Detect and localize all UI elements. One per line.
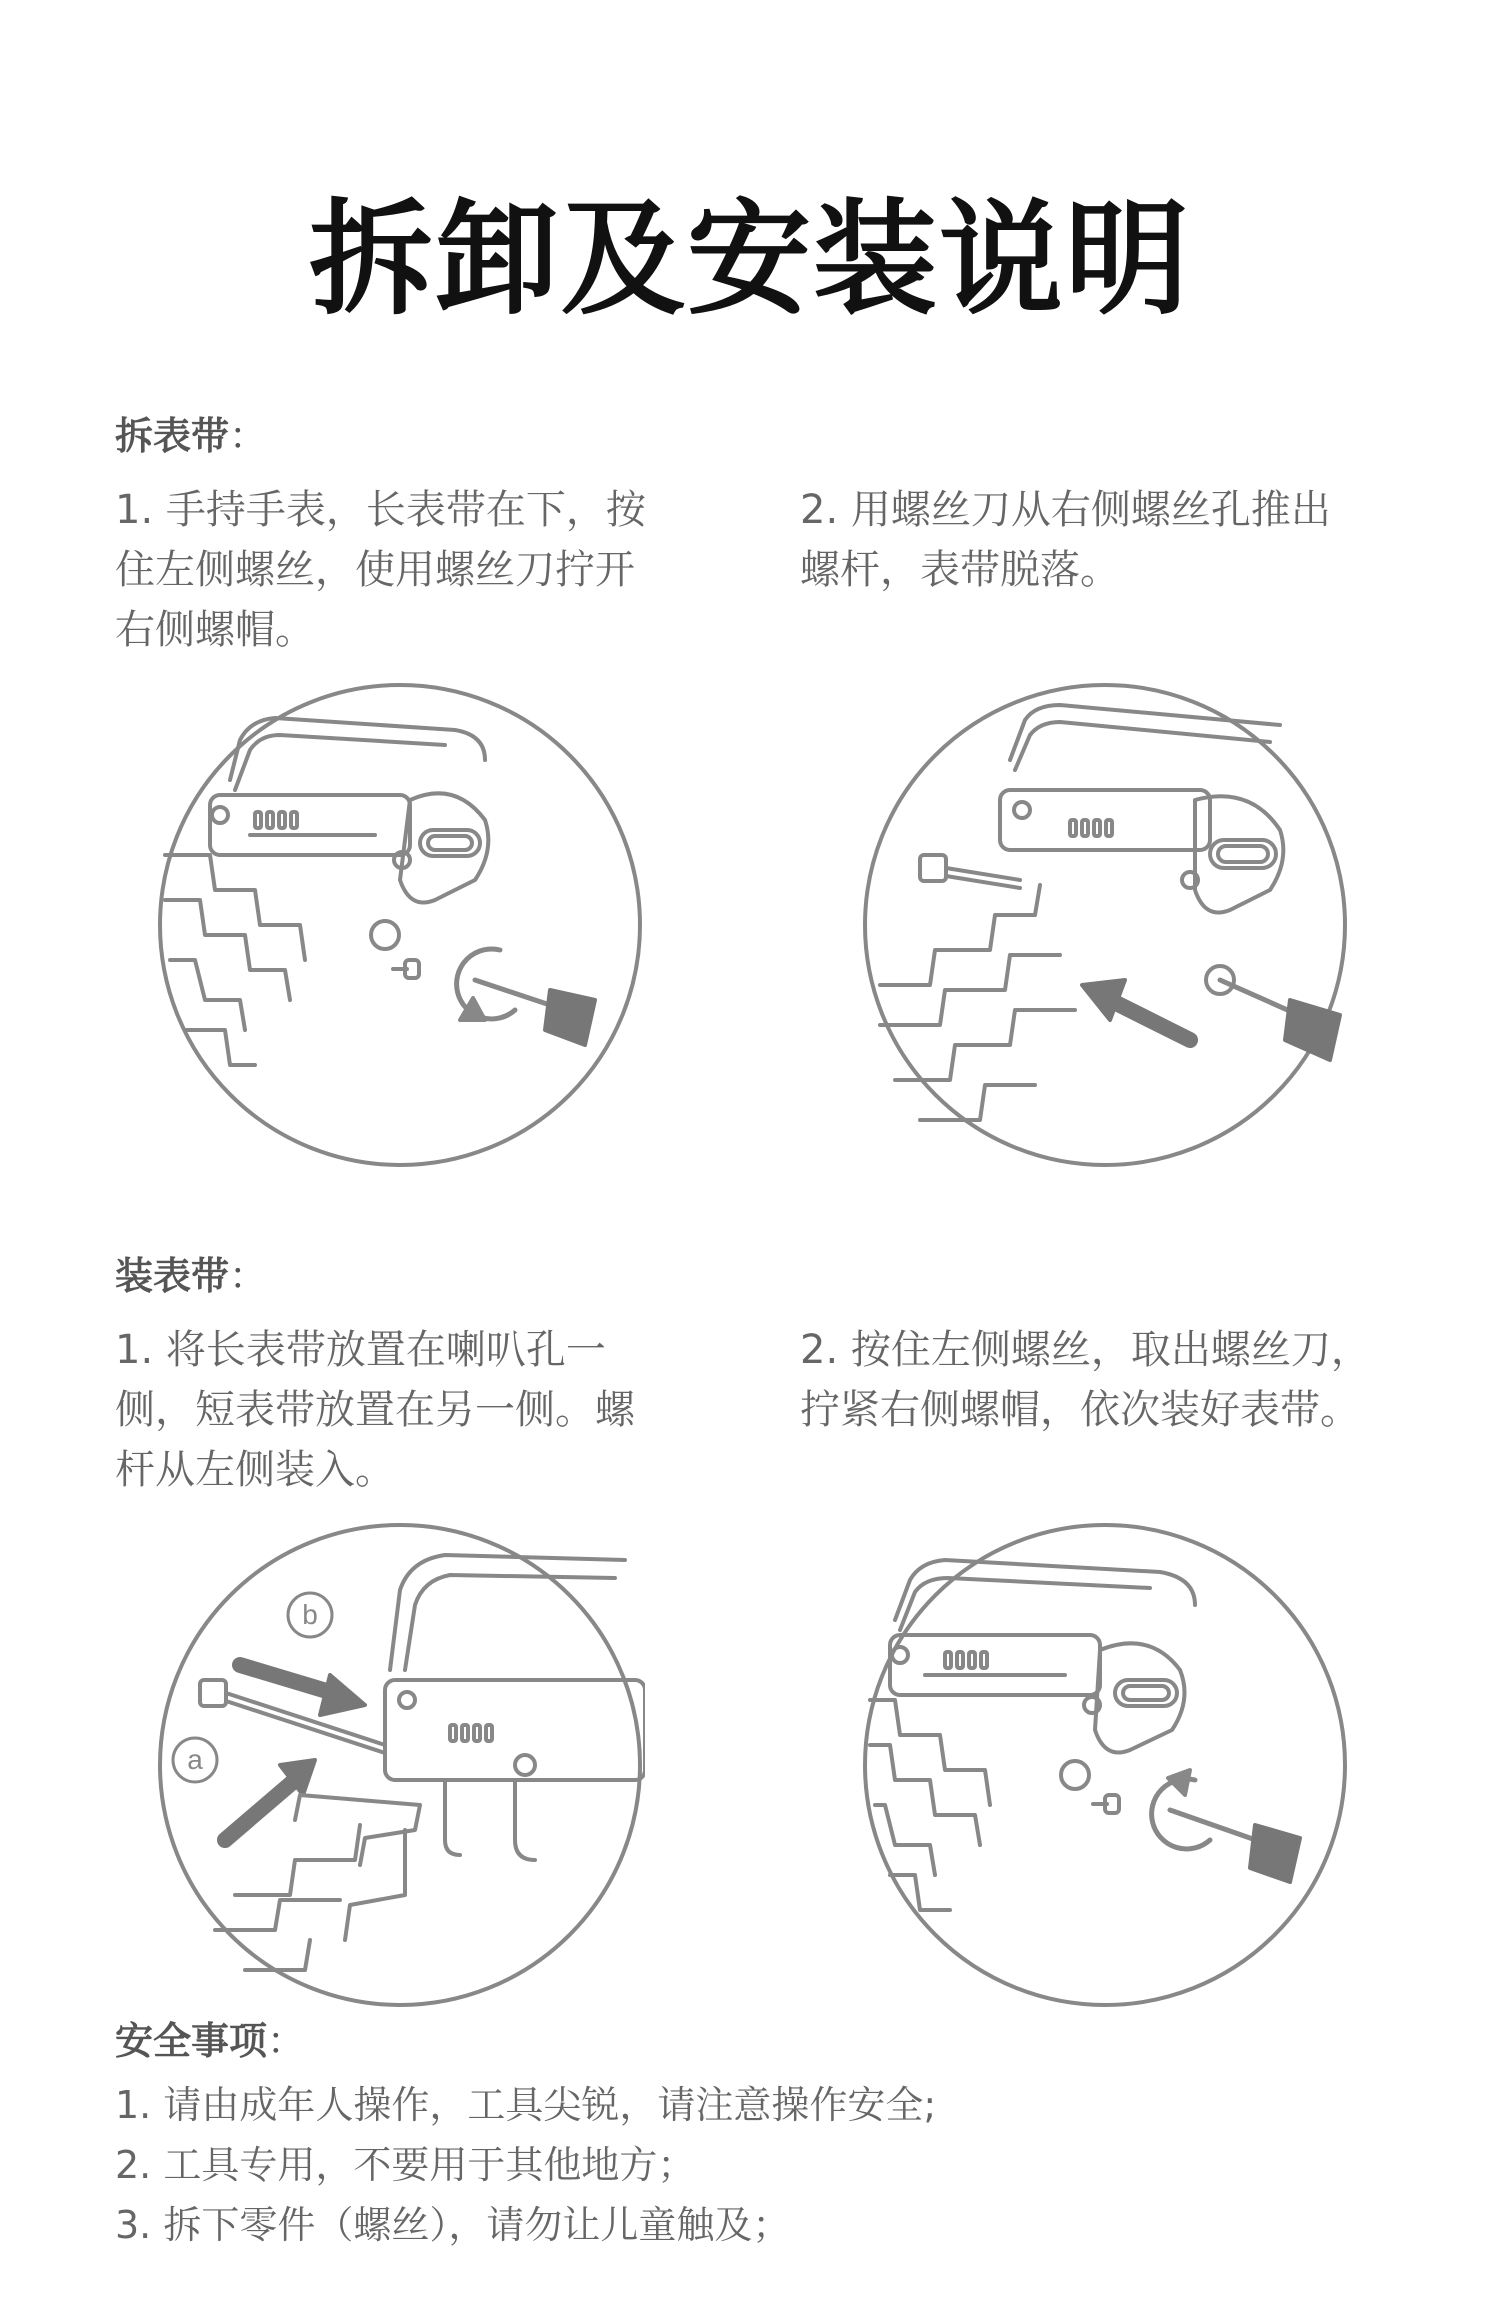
safety-heading [115,2010,305,2065]
install-strap-heading-colon: ： [229,1254,268,1298]
install-step-1-line-3: 杆从左侧装入。 [115,1447,395,1493]
install-step-1 [115,1320,705,1500]
remove-step-1-line-2: 住左侧螺丝，使用螺丝刀拧开 [115,547,635,593]
remove-step-2 [800,480,1400,600]
page-title: 拆卸及安装说明 [308,188,1191,332]
install-strap-heading-text: 装表带 [115,1254,230,1298]
remove-strap-heading [115,405,267,460]
marker-b: b [302,1599,318,1630]
remove-step-2-line-2: 螺杆，表带脱落。 [800,547,1120,593]
safety-notes-list [115,2075,1415,2255]
install-step-2-line-2: 拧紧右侧螺帽，依次装好表带。 [800,1387,1360,1433]
install-step-1-line-2: 侧，短表带放置在另一侧。螺 [115,1387,635,1433]
remove-strap-heading-text: 拆表带 [115,414,230,458]
install-strap-heading [115,1245,267,1300]
safety-heading-colon: ： [267,2019,306,2063]
marker-a: a [187,1744,203,1775]
watch-strap-unscrew-illustration [155,680,645,1170]
remove-step-2-line-1: 2. 用螺丝刀从右侧螺丝孔推出 [800,487,1331,533]
install-step-1-line-1: 1. 将长表带放置在喇叭孔一 [115,1327,606,1373]
safety-note-1: 1. 请由成年人操作，工具尖锐，请注意操作安全; [115,2083,937,2127]
watch-strap-tighten-illustration [860,1520,1350,2010]
safety-note-3: 3. 拆下零件（螺丝），请勿让儿童触及； [115,2203,791,2247]
watch-strap-push-pin-illustration [860,680,1350,1170]
safety-heading-text: 安全事项 [115,2019,268,2063]
remove-step-1-line-3: 右侧螺帽。 [115,607,315,653]
safety-note-2: 2. 工具专用，不要用于其他地方； [115,2143,696,2187]
install-step-2 [800,1320,1400,1440]
remove-step-1-line-1: 1. 手持手表，长表带在下，按 [115,487,646,533]
install-step-2-line-1: 2. 按住左侧螺丝，取出螺丝刀， [800,1327,1371,1373]
remove-strap-heading-colon: ： [229,414,268,458]
watch-strap-insert-pin-illustration [155,1520,645,2010]
remove-step-1 [115,480,705,660]
